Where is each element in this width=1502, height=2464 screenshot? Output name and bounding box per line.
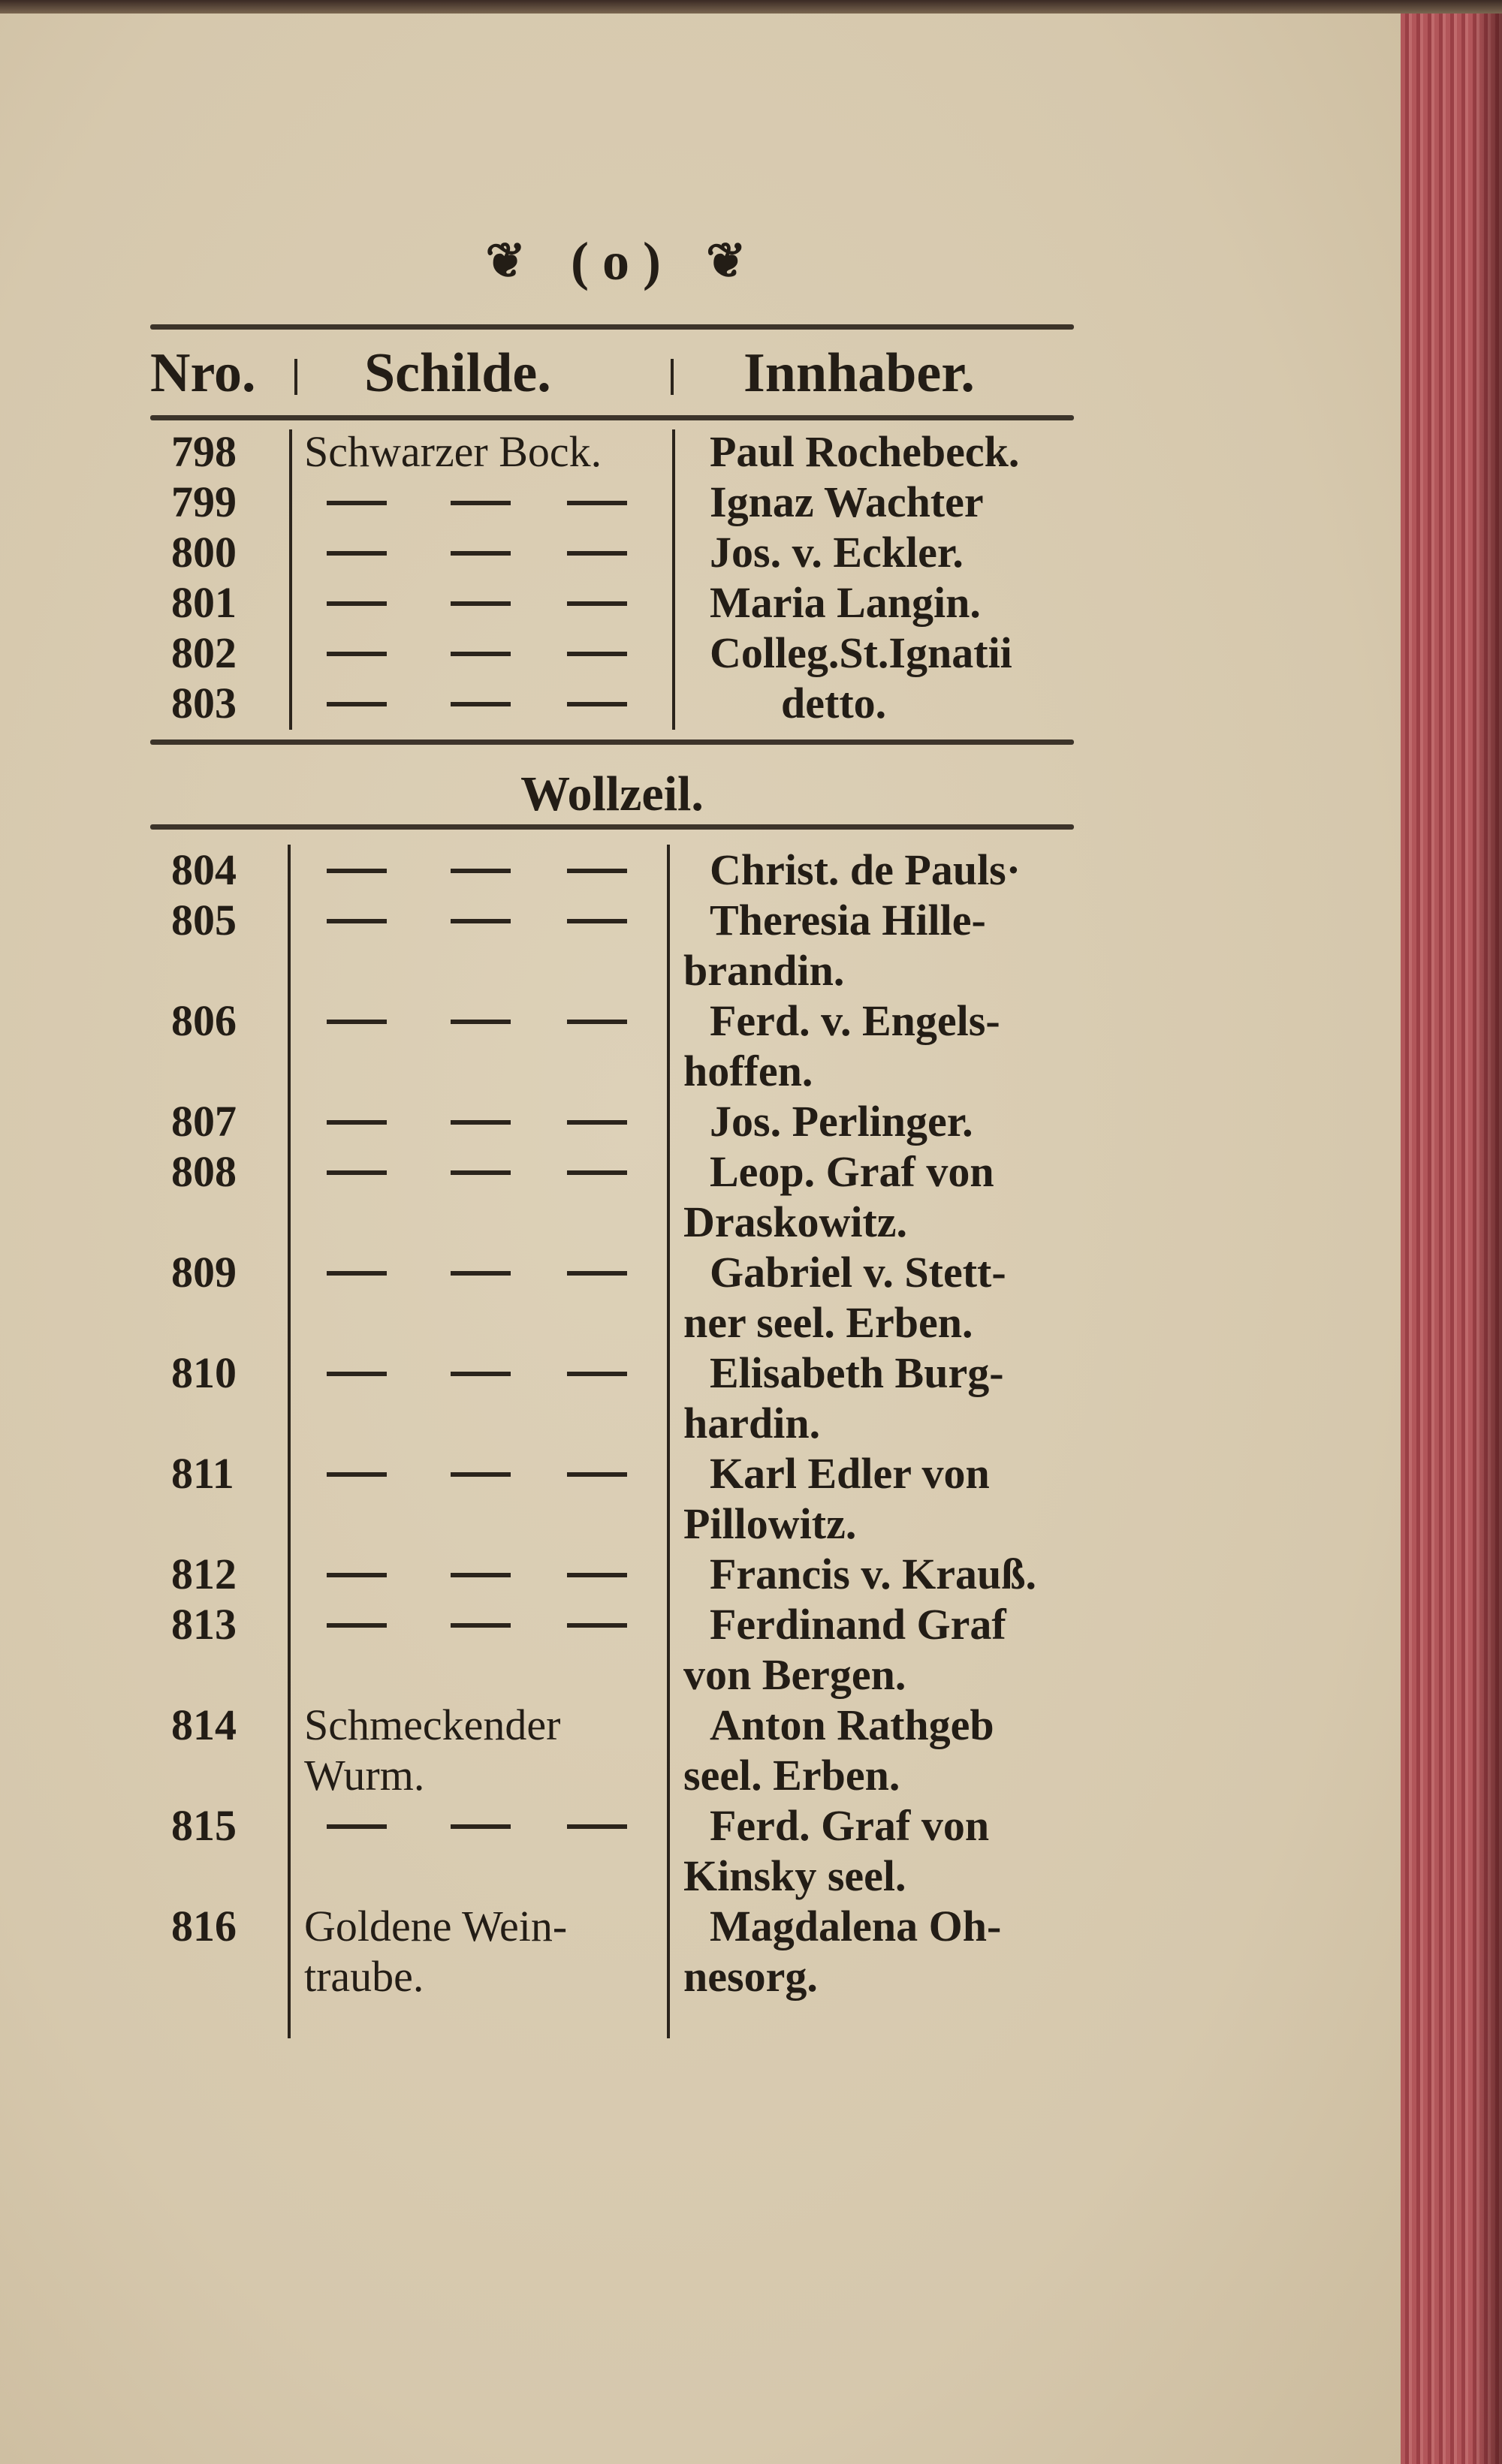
page-top-edge xyxy=(0,0,1502,14)
house-number: 807 xyxy=(171,1097,237,1146)
page-header xyxy=(421,225,811,293)
owner-name: Anton Rathgeb xyxy=(710,1700,994,1749)
owner-name: hardin. xyxy=(683,1399,821,1447)
ditto-dash xyxy=(327,1170,387,1175)
header-bottom-rule xyxy=(150,415,1074,420)
ditto-dash xyxy=(451,702,511,706)
ditto-dash xyxy=(327,869,387,873)
house-number: 808 xyxy=(171,1147,237,1196)
ditto-dash xyxy=(451,1623,511,1628)
ditto-dash xyxy=(327,1623,387,1628)
ditto-dash xyxy=(327,1573,387,1577)
owner-name: Theresia Hille- xyxy=(710,896,986,944)
section-rule xyxy=(150,740,1074,745)
owner-name: Paul Rochebeck. xyxy=(710,427,1020,476)
owner-name: brandin. xyxy=(683,946,845,995)
owner-name: Jos. Perlinger. xyxy=(710,1097,973,1146)
ditto-dash xyxy=(567,1020,627,1024)
ditto-dash xyxy=(451,869,511,873)
house-number: 812 xyxy=(171,1550,237,1598)
page-number: ( o ) xyxy=(571,230,661,291)
ditto-dash xyxy=(327,501,387,505)
owner-name: seel. Erben. xyxy=(683,1751,900,1800)
column-divider xyxy=(671,359,674,395)
ditto-dash xyxy=(567,919,627,923)
sign-name: Schmeckender xyxy=(304,1700,561,1749)
ditto-dash xyxy=(327,1372,387,1376)
ditto-dash xyxy=(567,1472,627,1477)
sign-name: Schwarzer Bock. xyxy=(304,427,602,476)
column-header-schilde: Schilde. xyxy=(364,342,551,404)
ditto-dash xyxy=(451,1372,511,1376)
ditto-dash xyxy=(451,1170,511,1175)
column-header-nro: Nro. xyxy=(150,342,256,404)
house-number: 811 xyxy=(171,1449,234,1498)
owner-name: Karl Edler von xyxy=(710,1449,990,1498)
ditto-dash xyxy=(451,1472,511,1477)
table-top-rule xyxy=(150,324,1074,330)
ditto-dash xyxy=(567,551,627,556)
column-header-innhaber: Innhaber. xyxy=(743,342,975,404)
section-rule xyxy=(150,824,1074,830)
owner-name: Kinsky seel. xyxy=(683,1851,906,1900)
column-divider xyxy=(294,359,297,395)
house-number: 799 xyxy=(171,477,237,526)
floral-ornament-icon: ❦ xyxy=(705,234,746,288)
house-number: 813 xyxy=(171,1600,237,1649)
owner-name: Ignaz Wachter xyxy=(710,477,984,526)
ditto-dash xyxy=(567,1170,627,1175)
table-header xyxy=(150,334,1074,409)
column-divider xyxy=(288,845,291,2038)
owner-name: Leop. Graf von xyxy=(710,1147,994,1196)
ditto-dash xyxy=(327,919,387,923)
ditto-dash xyxy=(451,919,511,923)
ditto-dash xyxy=(451,1271,511,1276)
owner-name: detto. xyxy=(781,679,887,727)
ditto-dash xyxy=(327,1020,387,1024)
owner-name: Maria Langin. xyxy=(710,578,981,627)
owner-name: von Bergen. xyxy=(683,1650,906,1699)
ditto-dash xyxy=(327,1824,387,1829)
sign-name: Goldene Wein- xyxy=(304,1902,568,1950)
ditto-dash xyxy=(567,1573,627,1577)
sign-name: Wurm. xyxy=(304,1751,425,1800)
house-number: 816 xyxy=(171,1902,237,1950)
ditto-dash xyxy=(567,652,627,656)
column-divider xyxy=(289,429,292,730)
house-number: 798 xyxy=(171,427,237,476)
owner-name: Christ. de Pauls· xyxy=(710,845,1021,894)
ditto-dash xyxy=(451,551,511,556)
ditto-dash xyxy=(451,652,511,656)
owner-name: Ferd. Graf von xyxy=(710,1801,990,1850)
owner-name: Draskowitz. xyxy=(683,1197,908,1246)
owner-name: Gabriel v. Stett- xyxy=(710,1248,1006,1297)
owner-name: Colleg.St.Ignatii xyxy=(710,628,1012,677)
house-number: 805 xyxy=(171,896,237,944)
ditto-dash xyxy=(567,869,627,873)
house-number: 809 xyxy=(171,1248,237,1297)
ditto-dash xyxy=(327,1120,387,1125)
ditto-dash xyxy=(451,1573,511,1577)
house-number: 801 xyxy=(171,578,237,627)
owner-name: ner seel. Erben. xyxy=(683,1298,973,1347)
house-number: 806 xyxy=(171,996,237,1045)
owner-name: Pillowitz. xyxy=(683,1499,857,1548)
owner-name: Elisabeth Burg- xyxy=(710,1348,1004,1397)
ditto-dash xyxy=(567,501,627,505)
house-number: 802 xyxy=(171,628,237,677)
ditto-dash xyxy=(451,1120,511,1125)
house-number: 814 xyxy=(171,1700,237,1749)
owner-name: Magdalena Oh- xyxy=(710,1902,1002,1950)
column-divider xyxy=(672,429,675,730)
ditto-dash xyxy=(567,1372,627,1376)
owner-name: Jos. v. Eckler. xyxy=(710,528,964,577)
house-number: 804 xyxy=(171,845,237,894)
owner-name: Francis v. Krauß. xyxy=(710,1550,1037,1598)
ditto-dash xyxy=(567,601,627,606)
house-number: 810 xyxy=(171,1348,237,1397)
red-page-edges xyxy=(1401,14,1502,2464)
floral-ornament-icon: ❦ xyxy=(485,234,526,288)
house-number: 800 xyxy=(171,528,237,577)
street-heading: Wollzeil. xyxy=(520,767,704,821)
ditto-dash xyxy=(327,1271,387,1276)
ditto-dash xyxy=(451,1020,511,1024)
owner-name: Ferdinand Graf xyxy=(710,1600,1006,1649)
ditto-dash xyxy=(451,1824,511,1829)
ditto-dash xyxy=(567,1120,627,1125)
ditto-dash xyxy=(327,652,387,656)
ditto-dash xyxy=(567,1623,627,1628)
ditto-dash xyxy=(327,1472,387,1477)
sign-name: traube. xyxy=(304,1952,424,2001)
house-number: 815 xyxy=(171,1801,237,1850)
house-number: 803 xyxy=(171,679,237,727)
ditto-dash xyxy=(567,1271,627,1276)
column-divider xyxy=(667,845,670,2038)
ditto-dash xyxy=(327,702,387,706)
ditto-dash xyxy=(327,601,387,606)
ditto-dash xyxy=(327,551,387,556)
ditto-dash xyxy=(451,501,511,505)
owner-name: hoffen. xyxy=(683,1047,813,1095)
ditto-dash xyxy=(567,702,627,706)
ditto-dash xyxy=(451,601,511,606)
owner-name: Ferd. v. Engels- xyxy=(710,996,1000,1045)
ditto-dash xyxy=(567,1824,627,1829)
owner-name: nesorg. xyxy=(683,1952,818,2001)
